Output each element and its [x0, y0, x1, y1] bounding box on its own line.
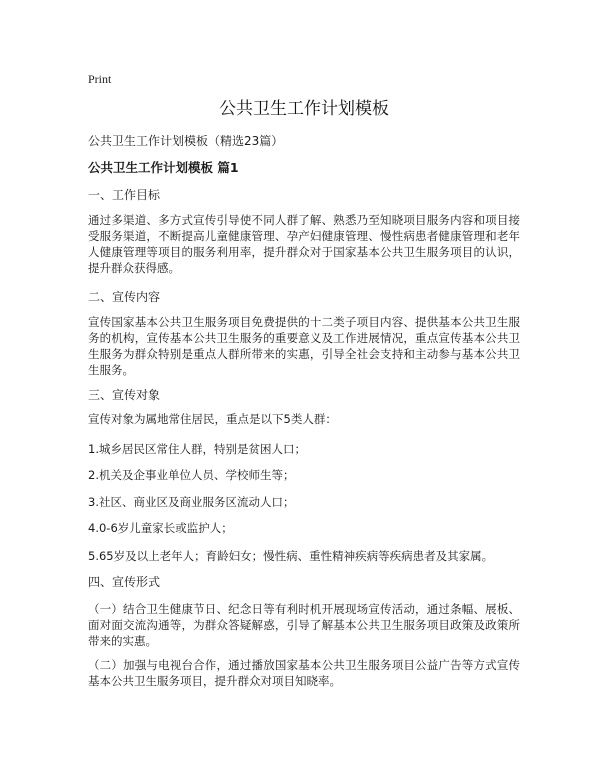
section-paragraph-goals: 通过多渠道、多方式宣传引导使不同人群了解、熟悉乃至知晓项目服务内容和项目接受服务渠道，不断提高儿童健康管理、孕产妇健康管理、慢性病患者健康管理和老年人健康管理等项目的服务利用率，提升群众对于国家基本公共卫生服务项目的认识，提升群众获得感。: [88, 213, 520, 275]
print-link[interactable]: Print: [88, 72, 112, 86]
list-item: 4.0-6岁儿童家长或监护人；: [88, 521, 233, 535]
section-paragraph-content: 宣传国家基本公共卫生服务项目免费提供的十二类子项目内容、提供基本公共卫生服务的机构，宣传基本公共卫生服务的重要意义及工作进展情况，重点宣传基本公共卫生服务为群众特别是重点人群所带来的实惠，引导全社会支持和主动参与基本公共卫生服务。: [88, 315, 520, 377]
section-paragraph-audience: 宣传对象为属地常住居民，重点是以下5类人群：: [88, 412, 337, 426]
section-heading-goals: 一、工作目标: [88, 188, 161, 202]
list-item: 5.65岁及以上老年人；育龄妇女；慢性病、重性精神疾病等疾病患者及其家属。: [88, 549, 494, 563]
document-title: 公共卫生工作计划模板: [219, 99, 389, 119]
part-heading: 公共卫生工作计划模板 篇1: [88, 160, 239, 175]
section-heading-audience: 三、宣传对象: [88, 388, 161, 402]
section-heading-forms: 四、宣传形式: [88, 575, 161, 589]
list-item: 1.城乡居民区常住人群，特别是贫困人口；: [88, 442, 306, 456]
section-heading-content: 二、宣传内容: [88, 290, 161, 304]
section-paragraph-forms-2: （二）加强与电视台合作，通过播放国家基本公共卫生服务项目公益广告等方式宣传基本公共卫生服务项目，提升群众对项目知晓率。: [88, 658, 520, 688]
document-subtitle: 公共卫生工作计划模板（精选23篇）: [88, 134, 284, 148]
list-item: 3.社区、商业区及商业服务区流动人口；: [88, 495, 295, 509]
section-paragraph-forms-1: （一）结合卫生健康节日、纪念日等有利时机开展现场宣传活动，通过条幅、展板、面对面交流沟通等，为群众答疑解惑，引导了解基本公共卫生服务项目政策及政策所带来的实惠。: [88, 602, 520, 648]
list-item: 2.机关及企事业单位人员、学校师生等；: [88, 468, 295, 482]
